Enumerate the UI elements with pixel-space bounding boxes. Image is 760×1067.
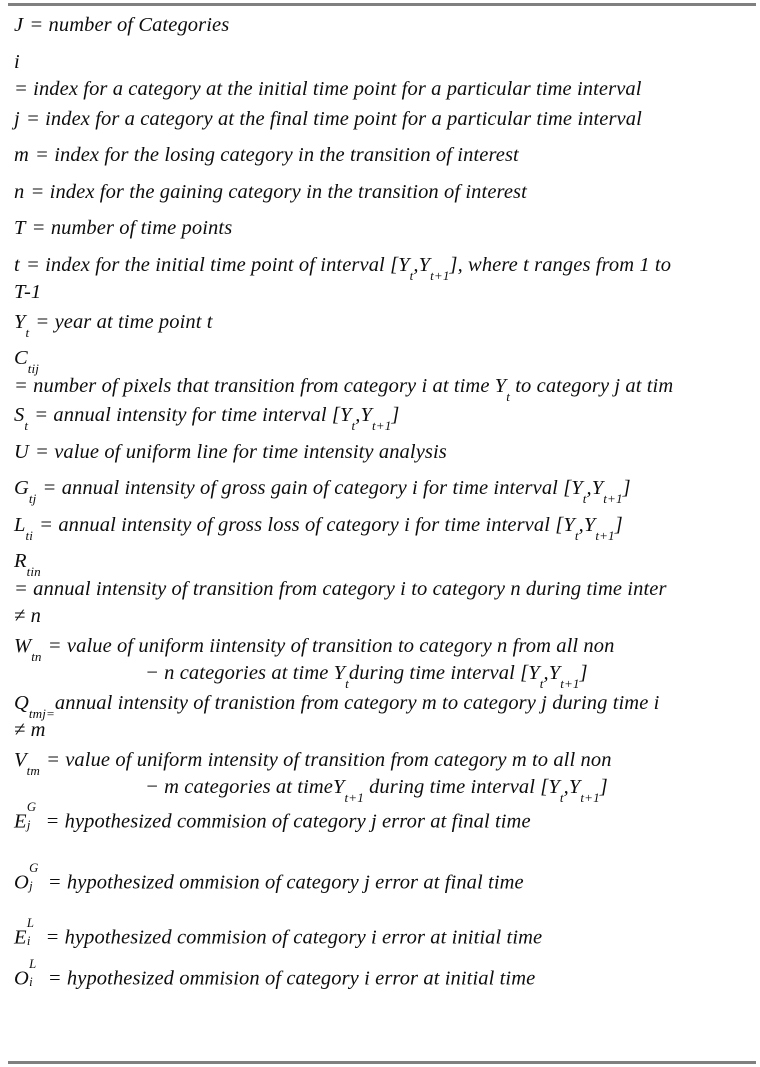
comma: ,	[563, 776, 569, 798]
definition-text-cont: − m categories at time	[145, 776, 333, 798]
symbol-Y: Y	[568, 776, 581, 798]
definition-text: = annual intensity of gross gain of category i for time interval	[42, 477, 564, 499]
definition-entry-Wtn	[14, 634, 760, 692]
definition-text: = hypothesized ommision of category j error at final time	[47, 871, 524, 893]
symbol-Y: Y	[333, 662, 346, 684]
definition-entry-Rtin	[14, 551, 760, 627]
symbol-Y: Y	[528, 662, 540, 684]
definition-entry-OjG	[14, 860, 760, 893]
comma: ,	[578, 513, 584, 536]
definition-text: = number of pixels that transition from category i at time	[14, 374, 495, 397]
superscript-subscript-group	[26, 799, 40, 832]
comma: ,	[355, 404, 361, 426]
symbol-Y: Y	[583, 513, 596, 536]
symbol-U: U	[14, 440, 29, 463]
definition-text-wrap: T-1	[14, 281, 42, 303]
definition-line	[14, 109, 760, 130]
definition-text-cont2: during time interval	[348, 662, 521, 684]
definition-line	[14, 691, 760, 721]
symbol-j: j	[14, 107, 20, 130]
symbol-n: n	[14, 180, 25, 203]
definition-line	[14, 748, 760, 778]
subscript-t: t	[582, 491, 587, 507]
subscript-tn: tn	[31, 648, 42, 664]
definition-line-continuation	[14, 662, 760, 692]
symbol-Y: Y	[360, 404, 373, 426]
definition-entry-i	[14, 52, 760, 100]
definition-text: = index for the gaining category in the transition of interest	[30, 180, 527, 203]
interval-bracket-close: ]	[622, 477, 631, 499]
definition-line-constraint	[14, 720, 760, 741]
symbol-line	[14, 347, 760, 377]
not-equal-constraint: ≠ n	[14, 605, 41, 627]
symbol-W: W	[14, 634, 32, 657]
definition-entry-Vtm	[14, 748, 760, 806]
subscript-t-plus-1: t+1	[580, 790, 600, 806]
subscript-t: t	[25, 324, 30, 340]
definition-line	[14, 253, 760, 283]
symbol-i: i	[14, 50, 20, 73]
symbol-Y: Y	[494, 374, 507, 397]
definition-line	[14, 442, 760, 463]
definition-entry-EiL	[14, 915, 760, 948]
definition-line-continuation	[14, 776, 760, 806]
definition-text: = value of uniform iintensity of transition to category n from all non	[47, 634, 615, 657]
symbol-line	[14, 550, 760, 580]
definition-line-wrap	[14, 282, 760, 303]
interval-bracket-close: ]	[599, 776, 608, 798]
symbol-C: C	[14, 347, 28, 369]
definition-line	[14, 477, 760, 507]
notation-list	[0, 6, 760, 989]
interval-bracket-close: ]	[391, 404, 400, 426]
definition-text: = hypothesized commision of category j error at final time	[45, 810, 531, 832]
definition-line	[14, 860, 760, 893]
subscript-t-plus-1: t+1	[430, 267, 450, 283]
subscript-i: i	[29, 974, 33, 989]
comma: ,	[413, 253, 419, 276]
subscript-t: t	[351, 418, 356, 434]
symbol-Y: Y	[398, 253, 410, 276]
comma: ,	[543, 662, 549, 684]
superscript-G: G	[29, 860, 39, 875]
subscript-t: t	[539, 676, 544, 692]
subscript-tj: tj	[28, 491, 37, 507]
subscript-tin: tin	[26, 564, 41, 580]
symbol-J: J	[14, 14, 24, 36]
subscript-t: t	[409, 267, 414, 283]
definition-text: = index for a category at the final time point for a particular time interval	[25, 107, 642, 130]
definition-line	[14, 404, 760, 434]
definition-line	[14, 915, 760, 948]
subscript-t-plus-1: t+1	[603, 491, 623, 507]
horizontal-rule-bottom	[8, 1061, 756, 1064]
symbol-m: m	[14, 144, 29, 166]
definition-line	[14, 145, 760, 166]
definition-text-cont: , where t ranges from 1 to	[457, 253, 672, 276]
definition-text: = annual intensity of gross loss of category i for time interval	[39, 513, 556, 536]
definition-line-constraint	[14, 606, 760, 627]
symbol-G: G	[14, 477, 29, 499]
superscript-L: L	[26, 915, 35, 930]
subscript-j: j	[26, 817, 31, 832]
definition-entry-St	[14, 404, 760, 434]
interval-bracket-open: [	[563, 477, 572, 499]
subscript-t: t	[574, 527, 579, 543]
definition-entry-t	[14, 255, 760, 303]
interval-bracket-open: [	[540, 776, 549, 798]
symbol-E: E	[14, 926, 27, 948]
definition-text: = index for a category at the initial time point for a particular time interval	[14, 78, 642, 100]
symbol-Y: Y	[548, 776, 560, 798]
subscript-t-plus-1: t+1	[344, 790, 364, 806]
not-equal-constraint: ≠ m	[14, 719, 46, 741]
definition-line	[14, 15, 760, 36]
definition-text: annual intensity of tranistion from category m to category j during time i	[54, 691, 660, 714]
symbol-E: E	[14, 810, 27, 832]
superscript-L: L	[29, 956, 37, 971]
definition-text: = hypothesized ommision of category i error at initial time	[47, 967, 536, 989]
symbol-Y: Y	[418, 253, 431, 276]
definition-line	[14, 182, 760, 203]
subscript-ti: ti	[25, 527, 34, 543]
subscript-t-plus-1: t+1	[372, 418, 392, 434]
symbol-line	[14, 52, 760, 73]
definition-text: = number of time points	[31, 217, 233, 239]
definition-line	[14, 79, 760, 100]
comma: ,	[586, 477, 592, 499]
definition-line	[14, 634, 760, 664]
interval-bracket-close: ]	[449, 253, 458, 276]
interval-bracket-open: [	[520, 662, 529, 684]
definition-text: = hypothesized commision of category i error at initial time	[45, 926, 543, 948]
definition-text: = index for the losing category in the transition of interest	[35, 144, 519, 166]
superscript-subscript-group	[29, 956, 42, 989]
definition-entry-OiL	[14, 956, 760, 989]
definition-entry-J	[14, 15, 760, 36]
definition-line	[14, 579, 760, 600]
definition-line	[14, 374, 760, 404]
definition-entry-EjG	[14, 799, 760, 832]
superscript-subscript-group	[26, 915, 40, 948]
symbol-Y: Y	[591, 477, 604, 499]
subscript-t: t	[506, 388, 511, 404]
symbol-O: O	[14, 967, 29, 989]
symbol-Y: Y	[14, 310, 26, 333]
symbol-Q: Q	[14, 691, 29, 714]
definition-text-cont: to category j at tim	[510, 374, 674, 397]
definition-text: = index for the initial time point of interval	[25, 253, 391, 276]
definition-entry-U	[14, 442, 760, 463]
subscript-t: t	[559, 790, 564, 806]
subscript-t-plus-1: t+1	[595, 527, 615, 543]
definition-text: = value of uniform intensity of transition from category m to all non	[46, 748, 612, 771]
definition-entry-j	[14, 109, 760, 130]
definition-entry-Yt	[14, 310, 760, 340]
definition-entry-Lti	[14, 513, 760, 543]
definition-text: = annual intensity of transition from category i to category n during time inter	[14, 577, 667, 600]
definition-line	[14, 799, 760, 832]
superscript-subscript-group	[29, 860, 42, 893]
interval-bracket-close: ]	[579, 662, 588, 684]
definition-line	[14, 310, 760, 340]
symbol-V: V	[14, 748, 27, 771]
interval-bracket-open: [	[555, 513, 564, 536]
symbol-Y: Y	[571, 477, 583, 499]
definition-entry-m	[14, 145, 760, 166]
definition-text: = value of uniform line for time intensity analysis	[35, 440, 447, 463]
symbol-R: R	[14, 550, 27, 572]
superscript-G: G	[26, 799, 37, 814]
subscript-t: t	[24, 418, 29, 434]
definition-entry-n	[14, 182, 760, 203]
definition-text-cont: − n categories at time	[145, 662, 334, 684]
definition-entry-Qtmj	[14, 693, 760, 741]
symbol-Y: Y	[340, 404, 352, 426]
subscript-tmj-equals: tmj=	[28, 705, 55, 721]
symbol-Y: Y	[563, 513, 575, 536]
subscript-j: j	[29, 878, 33, 893]
definition-line	[14, 513, 760, 543]
subscript-i: i	[26, 933, 31, 948]
definition-entry-Gtj	[14, 477, 760, 507]
symbol-S: S	[14, 404, 25, 426]
interval-bracket-open: [	[331, 404, 340, 426]
subscript-t-plus-1: t+1	[560, 676, 580, 692]
definition-line	[14, 218, 760, 239]
definition-text: = annual intensity for time interval	[34, 404, 332, 426]
definition-entry-T	[14, 218, 760, 239]
definition-text-cont2: during time interval	[363, 776, 541, 798]
subscript-t: t	[345, 676, 349, 692]
symbol-L: L	[14, 513, 26, 536]
interval-bracket-open: [	[390, 253, 399, 276]
subscript-tij: tij	[27, 361, 40, 377]
symbol-T: T	[14, 217, 26, 239]
definition-line	[14, 956, 760, 989]
symbol-Y: Y	[332, 776, 345, 798]
symbol-O: O	[14, 871, 29, 893]
definition-entry-Ctij	[14, 347, 760, 404]
definition-text: = year at time point t	[35, 310, 213, 333]
symbol-t: t	[14, 253, 20, 276]
definition-text: = number of Categories	[29, 14, 230, 36]
symbol-Y: Y	[548, 662, 561, 684]
subscript-tm: tm	[26, 762, 40, 778]
interval-bracket-close: ]	[614, 513, 623, 536]
